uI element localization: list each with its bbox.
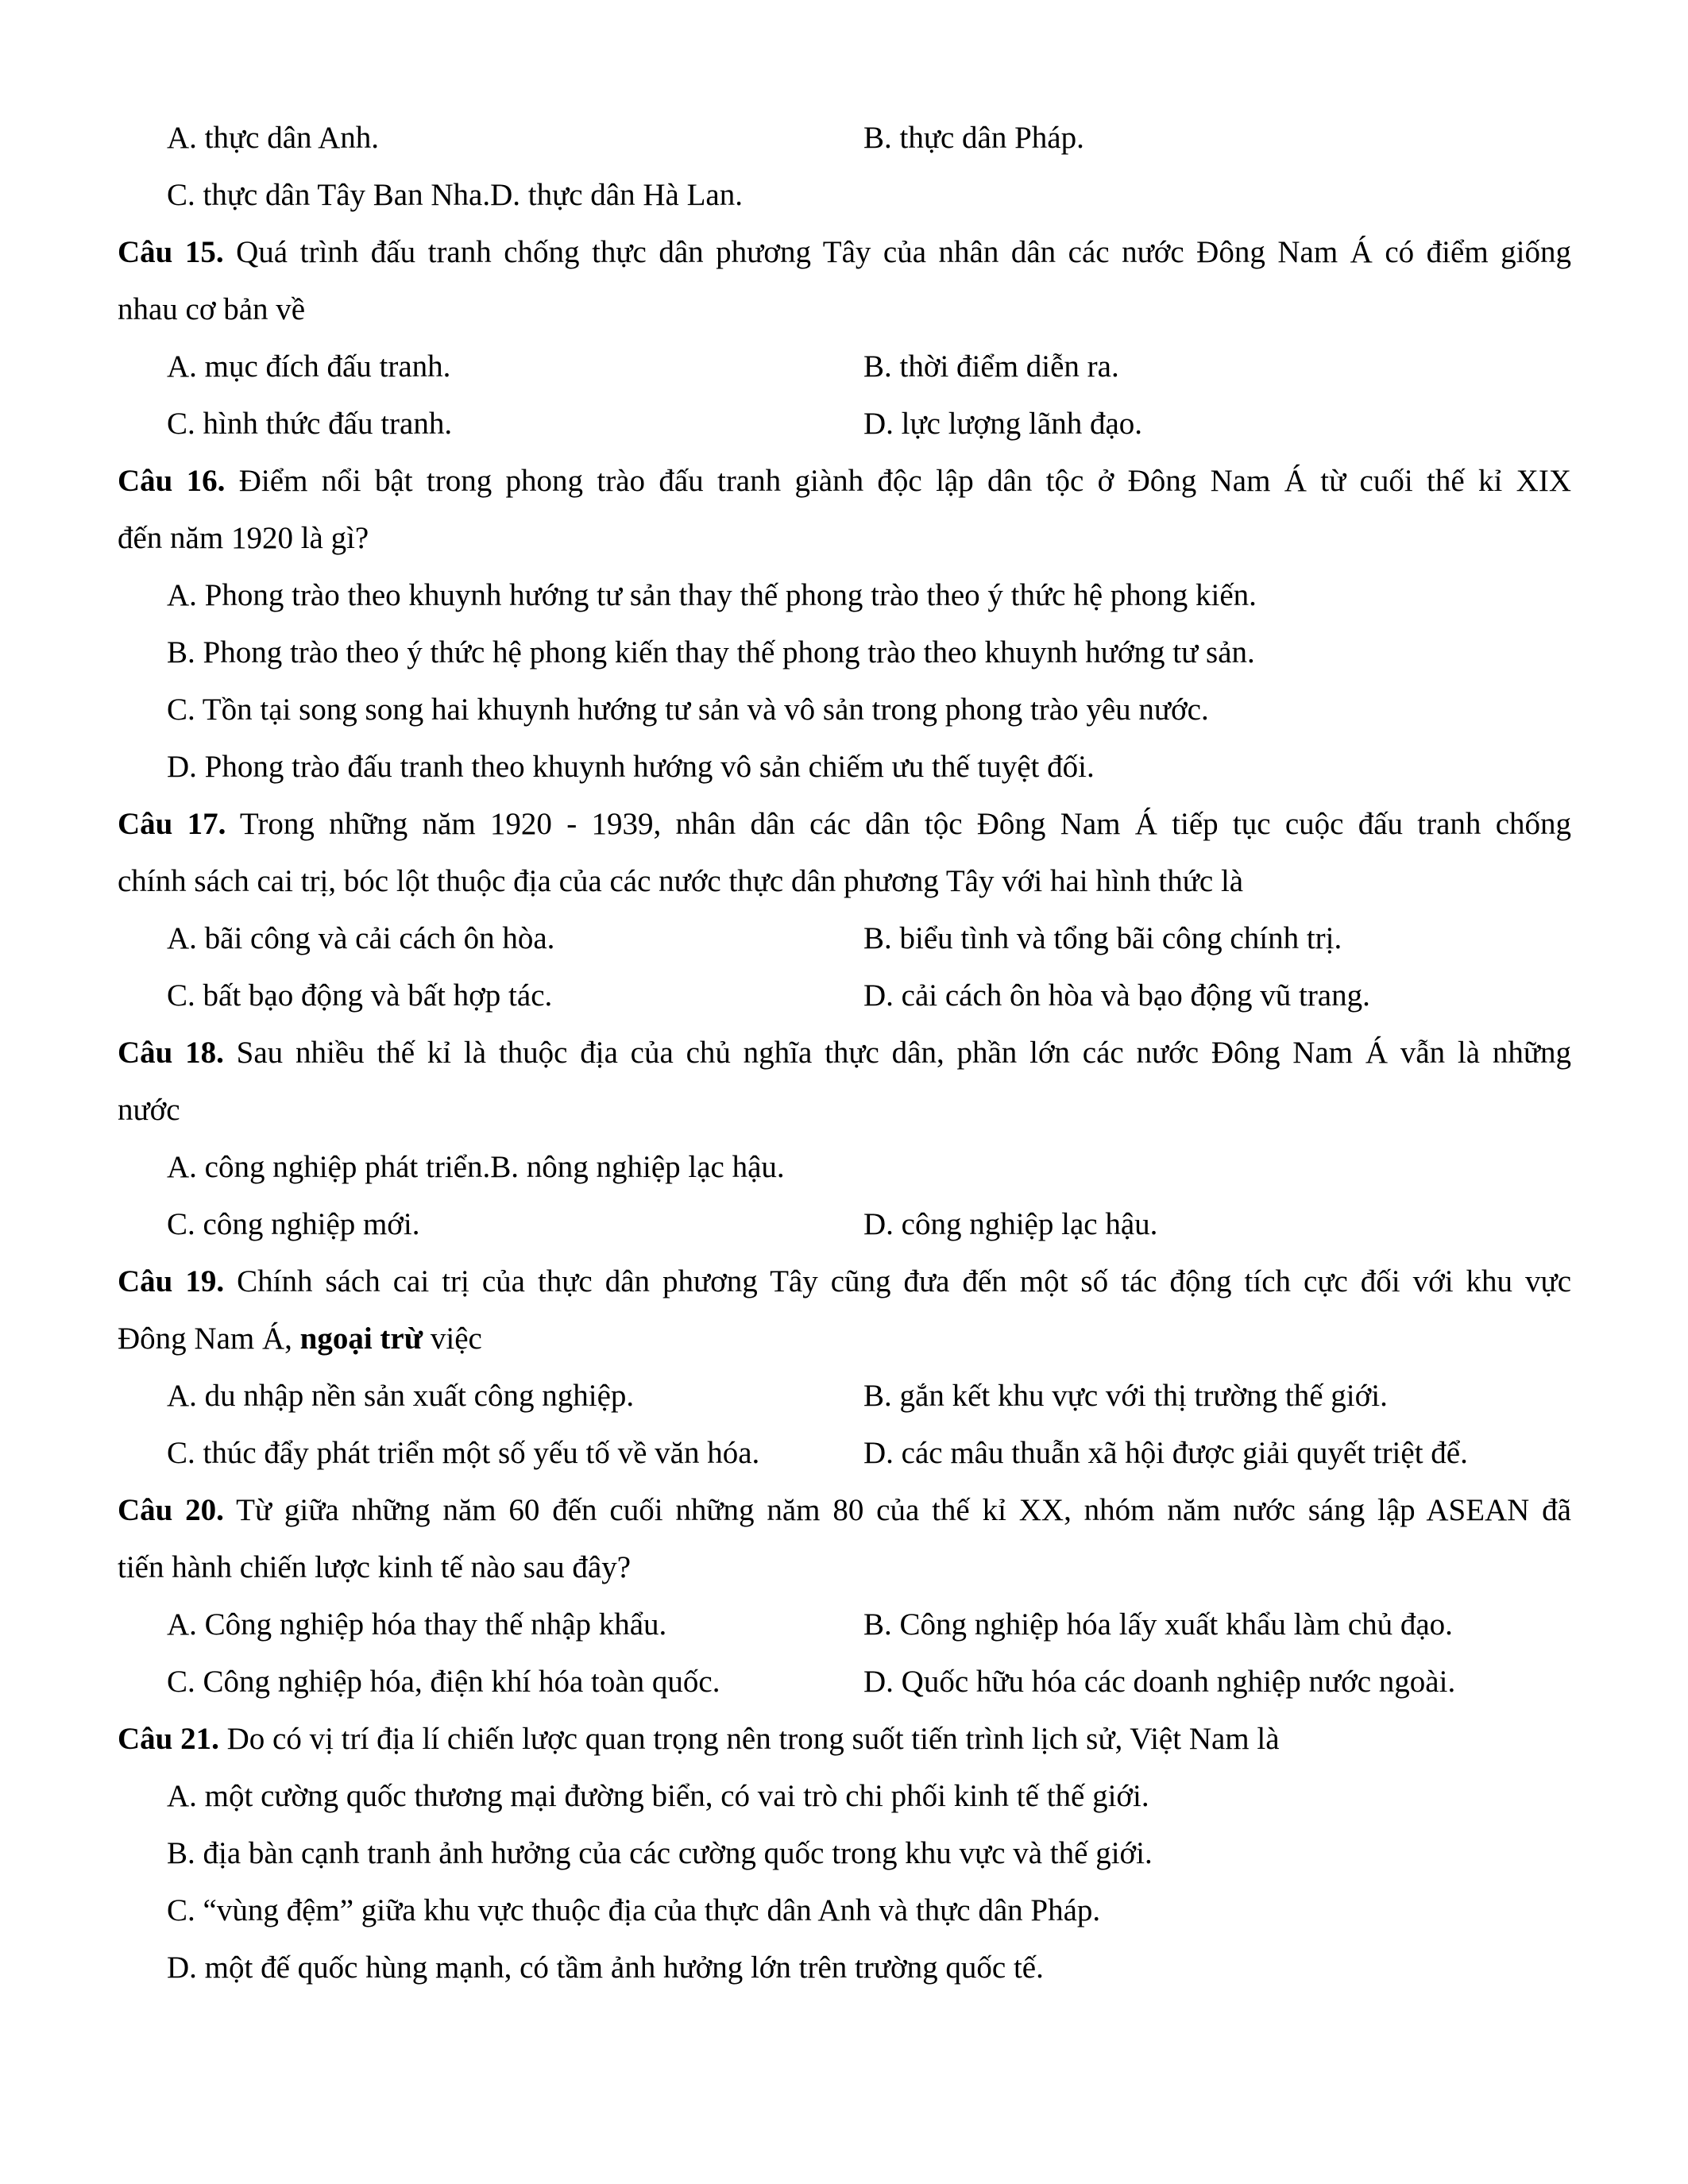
q16-option-c: C. Tồn tại song song hai khuynh hướng tư sản và vô sản trong phong trào yêu nước. [167,693,1209,727]
q20-stem-line1 [118,1482,1571,1539]
q18-stem-line1 [118,1024,1571,1082]
q20-stem-text1: Từ giữa những năm 60 đến cuối những năm 80 của thế kỉ XX, nhóm năm nước sáng lập ASEAN đã [223,1493,1571,1527]
q16-option-b: B. Phong trào theo ý thức hệ phong kiến thay thế phong trào theo khuynh hướng tư sản. [167,635,1255,669]
q15-option-a: A. mục đích đấu tranh. [167,349,451,384]
q19-stem-post: việc [423,1322,482,1356]
q14-option-b: B. thực dân Pháp. [863,121,1084,155]
q18-option-d: D. công nghiệp lạc hậu. [863,1207,1158,1241]
q19-option-a: A. du nhập nền sản xuất công nghiệp. [167,1379,635,1413]
q18-label: Câu 18. [118,1036,224,1070]
q21-label: Câu 21. [118,1722,219,1756]
q19-option-c: C. thúc đẩy phát triển một số yếu tố về văn hóa. [167,1436,760,1470]
q19-option-b: B. gắn kết khu vực với thị trường thế giới. [863,1379,1388,1413]
q19-stem-text1: Chính sách cai trị của thực dân phương Tây cũng đưa đến một số tác động tích cực đối với khu vực [224,1264,1572,1298]
q16-stem-line2: đến năm 1920 là gì? [118,521,369,555]
q15-option-b: B. thời điểm diễn ra. [863,349,1119,384]
q17-label: Câu 17. [118,807,226,841]
q21-option-b: B. địa bàn cạnh tranh ảnh hưởng của các cường quốc trong khu vực và thế giới. [167,1836,1153,1870]
q15-stem-text1: Quá trình đấu tranh chống thực dân phương Tây của nhân dân các nước Đông Nam Á có điểm giống [223,235,1571,269]
q17-stem-line2: chính sách cai trị, bóc lột thuộc địa của các nước thực dân phương Tây với hai hình thức là [118,864,1244,898]
q14-option-cd: C. thực dân Tây Ban Nha.D. thực dân Hà Lan. [167,178,743,212]
q16-stem-text1: Điểm nổi bật trong phong trào đấu tranh giành độc lập dân tộc ở Đông Nam Á từ cuối thế kỉ XIX [225,464,1571,498]
q21-option-c: C. “vùng đệm” giữa khu vực thuộc địa của thực dân Anh và thực dân Pháp. [167,1893,1101,1927]
q18-stem-text1: Sau nhiều thế kỉ là thuộc địa của chủ nghĩa thực dân, phần lớn các nước Đông Nam Á vẫn là những [223,1036,1571,1070]
q18-option-ab: A. công nghiệp phát triển.B. nông nghiệp lạc hậu. [167,1150,785,1184]
q15-option-d: D. lực lượng lãnh đạo. [863,407,1142,441]
q19-stem-pre: Đông Nam Á, [118,1322,300,1356]
q21-stem-line1 [118,1711,1571,1768]
q15-option-c: C. hình thức đấu tranh. [167,407,453,441]
q15-stem-line2: nhau cơ bản về [118,292,306,326]
q20-stem-line2: tiến hành chiến lược kinh tế nào sau đây? [118,1550,632,1584]
q15-label: Câu 15. [118,235,224,269]
q19-stem-line2 [118,1310,1571,1368]
q20-option-a: A. Công nghiệp hóa thay thế nhập khẩu. [167,1607,667,1642]
q20-option-c: C. Công nghiệp hóa, điện khí hóa toàn quốc. [167,1665,720,1699]
q19-option-d: D. các mâu thuẫn xã hội được giải quyết triệt để. [863,1436,1468,1470]
q18-option-c: C. công nghiệp mới. [167,1207,420,1241]
q19-label: Câu 19. [118,1264,225,1298]
q20-option-d: D. Quốc hữu hóa các doanh nghiệp nước ngoài. [863,1665,1456,1699]
q14-option-a: A. thực dân Anh. [167,121,380,155]
q21-option-d: D. một đế quốc hùng mạnh, có tầm ảnh hưởng lớn trên trường quốc tế. [167,1951,1044,1985]
q19-stem-emphasis: ngoại trừ [299,1322,423,1356]
q17-option-b: B. biểu tình và tổng bãi công chính trị. [863,921,1342,955]
q17-option-c: C. bất bạo động và bất hợp tác. [167,978,553,1013]
q20-label: Câu 20. [118,1493,224,1527]
q21-option-a: A. một cường quốc thương mại đường biển, có vai trò chi phối kinh tế thế giới. [167,1779,1149,1813]
q16-label: Câu 16. [118,464,226,498]
q17-option-d: D. cải cách ôn hòa và bạo động vũ trang. [863,978,1370,1013]
q16-stem-line1 [118,453,1571,510]
q17-stem-line1 [118,796,1571,853]
q16-option-d: D. Phong trào đấu tranh theo khuynh hướng vô sản chiếm ưu thế tuyệt đối. [167,750,1095,784]
q18-stem-line2: nước [118,1093,180,1127]
q19-stem-line1 [118,1253,1571,1310]
q20-option-b: B. Công nghiệp hóa lấy xuất khẩu làm chủ đạo. [863,1607,1453,1642]
q17-stem-text1: Trong những năm 1920 - 1939, nhân dân các dân tộc Đông Nam Á tiếp tục cuộc đấu tranh chống [226,807,1571,841]
q21-stem-text1: Do có vị trí địa lí chiến lược quan trọng nên trong suốt tiến trình lịch sử, Việt Nam là [218,1722,1280,1756]
q16-option-a: A. Phong trào theo khuynh hướng tư sản thay thế phong trào theo ý thức hệ phong kiến. [167,578,1257,612]
q17-option-a: A. bãi công và cải cách ôn hòa. [167,921,555,955]
q15-stem-line1 [118,224,1571,281]
